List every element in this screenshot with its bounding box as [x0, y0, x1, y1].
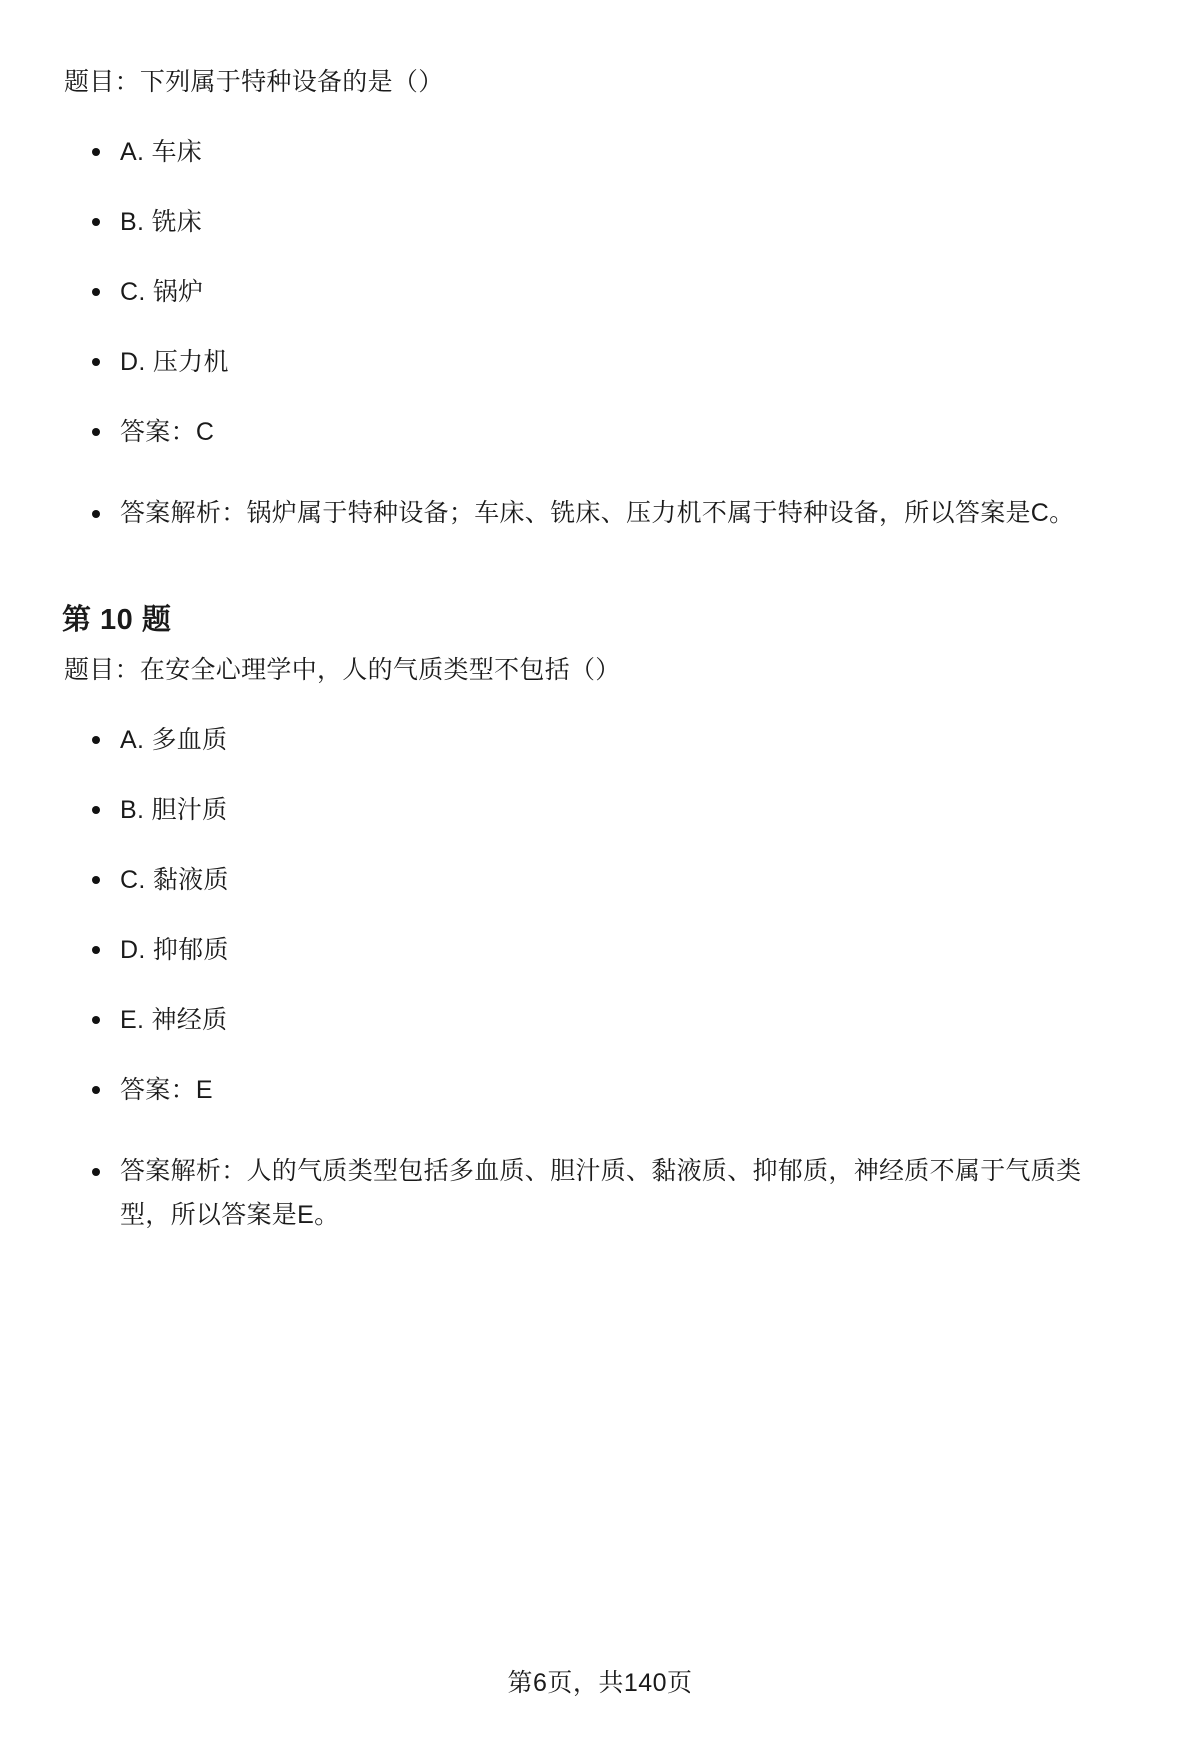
option-item: B. 铣床 [62, 202, 1125, 242]
answer-item: 答案：E [62, 1070, 1125, 1110]
explanation-item: 答案解析：人的气质类型包括多血质、胆汁质、黏液质、抑郁质，神经质不属于气质类型，所以答案是E。 [62, 1150, 1125, 1238]
question-10-title: 第 10 题 [62, 604, 172, 637]
page-footer: 第6页，共140页 [507, 1669, 693, 1697]
option-item: A. 车床 [62, 132, 1125, 172]
option-item: B. 胆汁质 [62, 790, 1125, 830]
question-9-stem: 题目：下列属于特种设备的是（） [64, 68, 444, 96]
option-item: A. 多血质 [62, 720, 1125, 760]
explanation-item: 答案解析：锅炉属于特种设备；车床、铣床、压力机不属于特种设备，所以答案是C。 [62, 492, 1125, 536]
option-item: C. 黏液质 [62, 860, 1125, 900]
option-item: C. 锅炉 [62, 272, 1125, 312]
option-item: D. 压力机 [62, 342, 1125, 382]
question-10-stem: 题目：在安全心理学中，人的气质类型不包括（） [64, 656, 621, 685]
question-10-option-list [62, 720, 1125, 1238]
option-item: E. 神经质 [62, 1000, 1125, 1040]
answer-item: 答案：C [62, 412, 1125, 452]
option-item: D. 抑郁质 [62, 930, 1125, 970]
question-9-option-list [62, 132, 1125, 536]
